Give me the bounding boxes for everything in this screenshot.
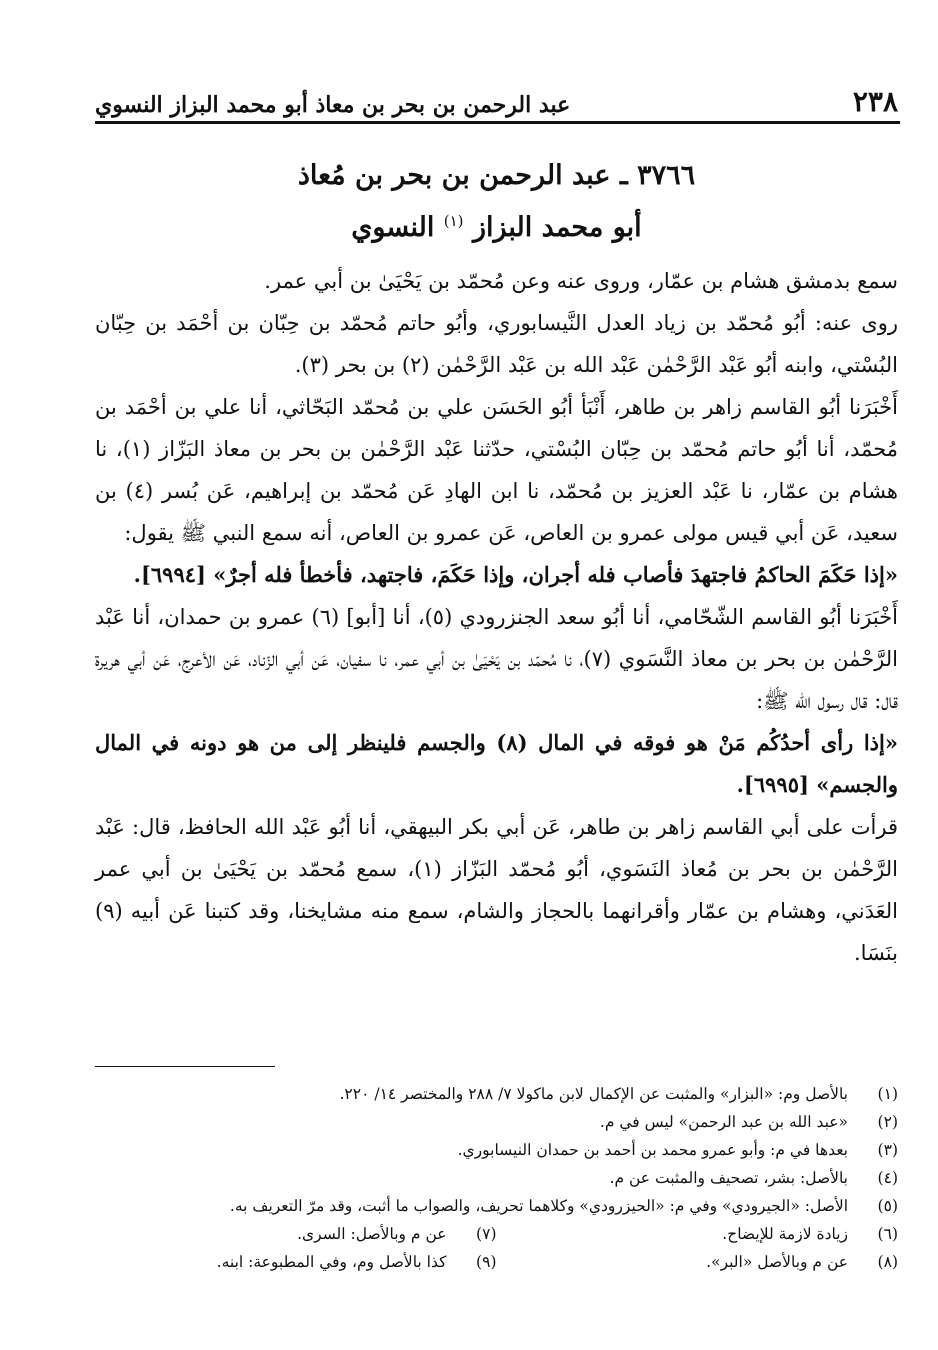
- body-text: [95, 260, 898, 974]
- paragraph-narrators: روى عنه: أبُو مُحمّد بن زياد العدل النَّيسابوري، وأبُو حاتم مُحمّد بن حِبّان بن أحْمَد بن حِبّان البُسْتي، وابنه أبُو عَبْد الرَّحْمٰن عَبْد الله بن عَبْد الرَّحْمٰن (٢) بن بحر (٣).: [95, 311, 898, 377]
- entry-title-kunya: أبو محمد البزاز: [472, 212, 642, 243]
- entry-title-nisba: النسوي: [351, 212, 435, 243]
- footnote-rule: [95, 1066, 275, 1067]
- paragraph-biography: قرأت على أبي القاسم زاهر بن طاهر، عَن أبي بكر البيهقي، أنا أبُو عَبْد الله الحافظ، قال: عَبْد الرَّحْمٰن بن بحر بن مُعاذ النَسَوي، أبُو مُحمّد البَزّاز (١)، سمع مُحمّد بن يَحْيَىٰ بن أبي عمر العَدَني، وهشام بن عمّار وأقرانهما بالحجاز والشام، سمع منه مشايخنا، وقد كتبنا عَن أبيه (٩) بنَسَا.: [95, 815, 898, 965]
- footnote-9: (٩) كذا بالأصل وم، وفي المطبوعة: ابنه.: [216, 1253, 497, 1271]
- footnote-4: (٤) بالأصل: بشر، تصحيف والمثبت عن م.: [609, 1169, 898, 1187]
- running-title: عبد الرحمن بن بحر بن معاذ أبو محمد البزاز النسوي: [95, 92, 571, 118]
- footnote-3: (٣) بعدها في م: وأبو عمرو محمد بن أحمد بن حمدان النيسابوري.: [457, 1141, 898, 1159]
- footnote-5: (٥) الأصل: «الجيرودي» وفي م: «الحيزرودي» وكلاهما تحريف، والصواب ما أثبت، وقد مرّ التعريف به.: [229, 1197, 898, 1215]
- hadith-1: «إذا حَكَمَ الحاكمُ فاجتهدَ فأصاب فله أجران، وإذا حَكَمَ، فاجتهد، فأخطأ فله أجرٌ» [٦٩٩٤].: [133, 562, 898, 587]
- page-number: ٢٣٨: [852, 85, 898, 118]
- hadith-2: «إذا رأى أحدُكُم مَنْ هو فوقه في المال (٨) والجسم فلينظر إلى من هو دونه في المال والجسم» [٦٩٩٥].: [95, 730, 898, 797]
- entry-title: [95, 150, 898, 254]
- footnote-1: (١) بالأصل وم: «البزار» والمثبت عن الإكمال لابن ماكولا ٧/ ٢٨٨ والمختصر ١٤/ ٢٢٠.: [339, 1085, 898, 1103]
- footnote-8: (٨) عن م وبالأصل «البر».: [706, 1253, 898, 1271]
- header-rule: [95, 121, 900, 124]
- footnote-2: (٢) «عبد الله بن عبد الرحمن» ليس في م.: [599, 1113, 898, 1131]
- footnote-ref: (١): [443, 212, 464, 230]
- paragraph-isnad-1: أَخْبَرَنا أبُو القاسم زاهر بن طاهر، أَنْبَأ أبُو الحَسَن علي بن مُحمّد البَحّاثي، أنا علي بن أحْمَد بن مُحمّد، أنا أبُو حاتم مُحمّد بن حِبّان البُسْتي، حدّثنا عَبْد الرَّحْمٰن بن بحر بن معاذ البَزّاز (١)، نا هشام بن عمّار، نا عَبْد العزيز بن مُحمّد، نا ابن الهادِ عَن مُحمّد بن إبراهيم، عَن بُسر (٤) بن سعيد، عَن أبي قيس مولى عمرو بن العاص، عَن عمرو بن العاص، أنه سمع النبي ﷺ يقول:: [95, 395, 899, 545]
- paragraph-isnad-2: أَخْبَرَنا أبُو القاسم الشّحّامي، أنا أبُو سعد الجنزرودي (٥)، أنا [أبو] (٦) عمرو بن حمدان، أنا عَبْد الرَّحْمٰن بن بحر بن معاذ النَّسَوي (٧)، نا مُحمّد بن يَحْيَىٰ بن أبي عمر، نا سفيان، عَن أبي الزّناد، عَن الأعرج، عَن أبي هريرة قال: قال رسول الله ﷺ:: [95, 605, 898, 713]
- footnote-row: [95, 1220, 898, 1248]
- entry-title-line1: ٣٧٦٦ ـ عبد الرحمن بن بحر بن مُعاذ: [297, 160, 696, 191]
- footnotes: [95, 1080, 898, 1276]
- entry-title-line2: [95, 202, 898, 254]
- footnote-6: (٦) زيادة لازمة للإيضاح.: [722, 1225, 898, 1243]
- paragraph-intro: سمع بدمشق هشام بن عمّار، وروى عنه وعن مُحمّد بن يَحْيَىٰ بن أبي عمر.: [264, 269, 898, 293]
- running-head: [95, 78, 898, 118]
- footnote-row: [95, 1248, 898, 1276]
- footnote-7: (٧) عن م وبالأصل: السرى.: [297, 1225, 497, 1243]
